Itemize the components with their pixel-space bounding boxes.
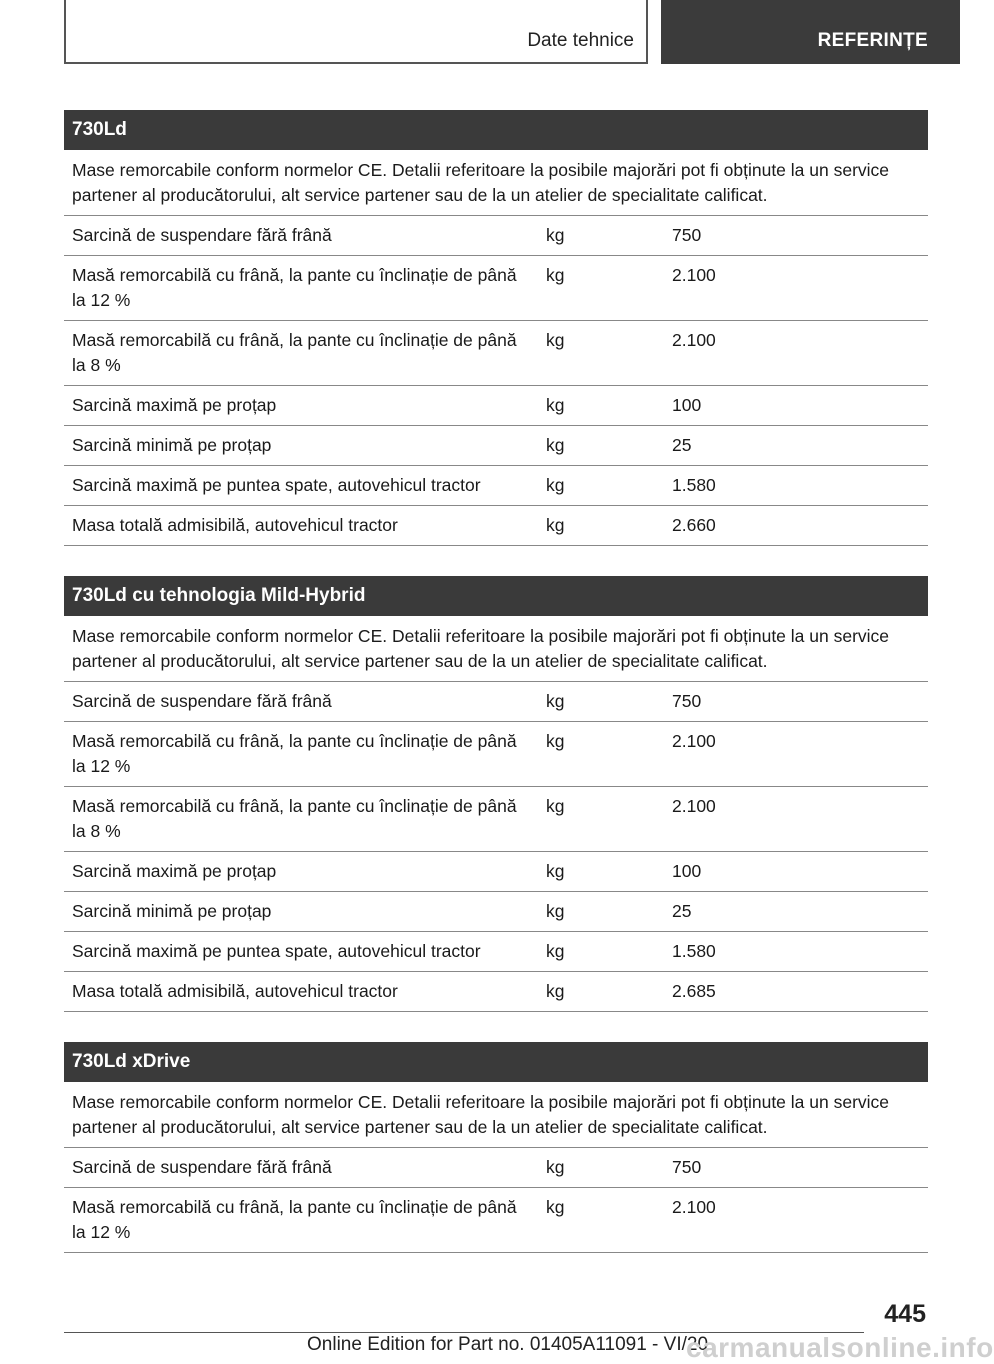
row-value: 1.580 <box>672 475 716 495</box>
row-value: 25 <box>672 435 692 455</box>
spec-tables <box>64 110 928 1283</box>
table-row <box>64 932 928 972</box>
row-unit: kg <box>546 225 565 245</box>
table-row <box>64 682 928 722</box>
row-unit: kg <box>546 330 565 350</box>
row-unit: kg <box>546 395 565 415</box>
block-title: 730Ld <box>64 110 928 150</box>
row-value: 2.100 <box>672 796 716 816</box>
row-unit: kg <box>546 731 565 751</box>
row-unit: kg <box>546 1157 565 1177</box>
row-label: Sarcină maximă pe puntea spate, autovehicul tractor <box>72 941 481 961</box>
block-description: Mase remorcabile conform normelor CE. Detalii referitoare la posibile majorări pot fi obținute la un service partener al producătorului, alt service partener sau de la un atelier de specialitate calificat. <box>64 1082 928 1148</box>
spec-block <box>64 1042 928 1253</box>
table-row <box>64 852 928 892</box>
table-row <box>64 892 928 932</box>
watermark: carmanualsonline.info <box>686 1332 994 1363</box>
row-unit: kg <box>546 796 565 816</box>
spec-block <box>64 576 928 1012</box>
row-label: Masă remorcabilă cu frână, la pante cu înclinație de până la 12 % <box>72 1197 517 1242</box>
row-value: 100 <box>672 395 702 415</box>
row-unit: kg <box>546 475 565 495</box>
header-chapter-tab <box>661 0 960 64</box>
table-row <box>64 722 928 787</box>
row-value: 750 <box>672 691 702 711</box>
row-label: Masă remorcabilă cu frână, la pante cu înclinație de până la 8 % <box>72 796 517 841</box>
table-row <box>64 1148 928 1188</box>
table-row <box>64 466 928 506</box>
table-row <box>64 426 928 466</box>
table-row <box>64 1188 928 1253</box>
table-row <box>64 386 928 426</box>
row-label: Sarcină minimă pe proțap <box>72 901 272 921</box>
row-label: Sarcină maximă pe proțap <box>72 395 277 415</box>
block-title: 730Ld cu tehnologia Mild-Hybrid <box>64 576 928 616</box>
table-row <box>64 321 928 386</box>
row-label: Masa totală admisibilă, autovehicul tractor <box>72 981 398 1001</box>
row-value: 750 <box>672 1157 702 1177</box>
header-section-title: Date tehnice <box>527 30 634 51</box>
row-unit: kg <box>546 981 565 1001</box>
spec-block <box>64 110 928 546</box>
table-row <box>64 506 928 546</box>
footer-edition: Online Edition for Part no. 01405A11091 - VI/20 <box>307 1334 709 1355</box>
table-row <box>64 787 928 852</box>
row-unit: kg <box>546 435 565 455</box>
row-unit: kg <box>546 941 565 961</box>
block-description: Mase remorcabile conform normelor CE. Detalii referitoare la posibile majorări pot fi obținute la un service partener al producătorului, alt service partener sau de la un atelier de specialitate calificat. <box>64 616 928 682</box>
row-value: 2.685 <box>672 981 716 1001</box>
row-value: 25 <box>672 901 692 921</box>
row-label: Sarcină de suspendare fără frână <box>72 225 332 245</box>
page-number: 445 <box>884 1300 926 1328</box>
row-label: Sarcină minimă pe proțap <box>72 435 272 455</box>
row-label: Sarcină de suspendare fără frână <box>72 1157 332 1177</box>
block-title: 730Ld xDrive <box>64 1042 928 1082</box>
row-value: 1.580 <box>672 941 716 961</box>
row-label: Sarcină maximă pe puntea spate, autovehicul tractor <box>72 475 481 495</box>
table-row <box>64 216 928 256</box>
row-value: 2.100 <box>672 265 716 285</box>
table-row <box>64 972 928 1012</box>
table-row <box>64 256 928 321</box>
row-unit: kg <box>546 515 565 535</box>
row-value: 2.660 <box>672 515 716 535</box>
row-value: 2.100 <box>672 1197 716 1217</box>
block-description: Mase remorcabile conform normelor CE. Detalii referitoare la posibile majorări pot fi obținute la un service partener al producătorului, alt service partener sau de la un atelier de specialitate calificat. <box>64 150 928 216</box>
row-unit: kg <box>546 901 565 921</box>
row-unit: kg <box>546 1197 565 1217</box>
row-value: 750 <box>672 225 702 245</box>
row-label: Sarcină de suspendare fără frână <box>72 691 332 711</box>
row-value: 2.100 <box>672 330 716 350</box>
row-value: 2.100 <box>672 731 716 751</box>
row-unit: kg <box>546 861 565 881</box>
row-unit: kg <box>546 265 565 285</box>
row-label: Sarcină maximă pe proțap <box>72 861 277 881</box>
row-value: 100 <box>672 861 702 881</box>
row-label: Masă remorcabilă cu frână, la pante cu înclinație de până la 12 % <box>72 265 517 310</box>
header-section-tab <box>64 0 648 64</box>
row-label: Masa totală admisibilă, autovehicul tractor <box>72 515 398 535</box>
row-label: Masă remorcabilă cu frână, la pante cu înclinație de până la 8 % <box>72 330 517 375</box>
row-unit: kg <box>546 691 565 711</box>
row-label: Masă remorcabilă cu frână, la pante cu înclinație de până la 12 % <box>72 731 517 776</box>
header-chapter-title: REFERINȚE <box>817 30 928 51</box>
